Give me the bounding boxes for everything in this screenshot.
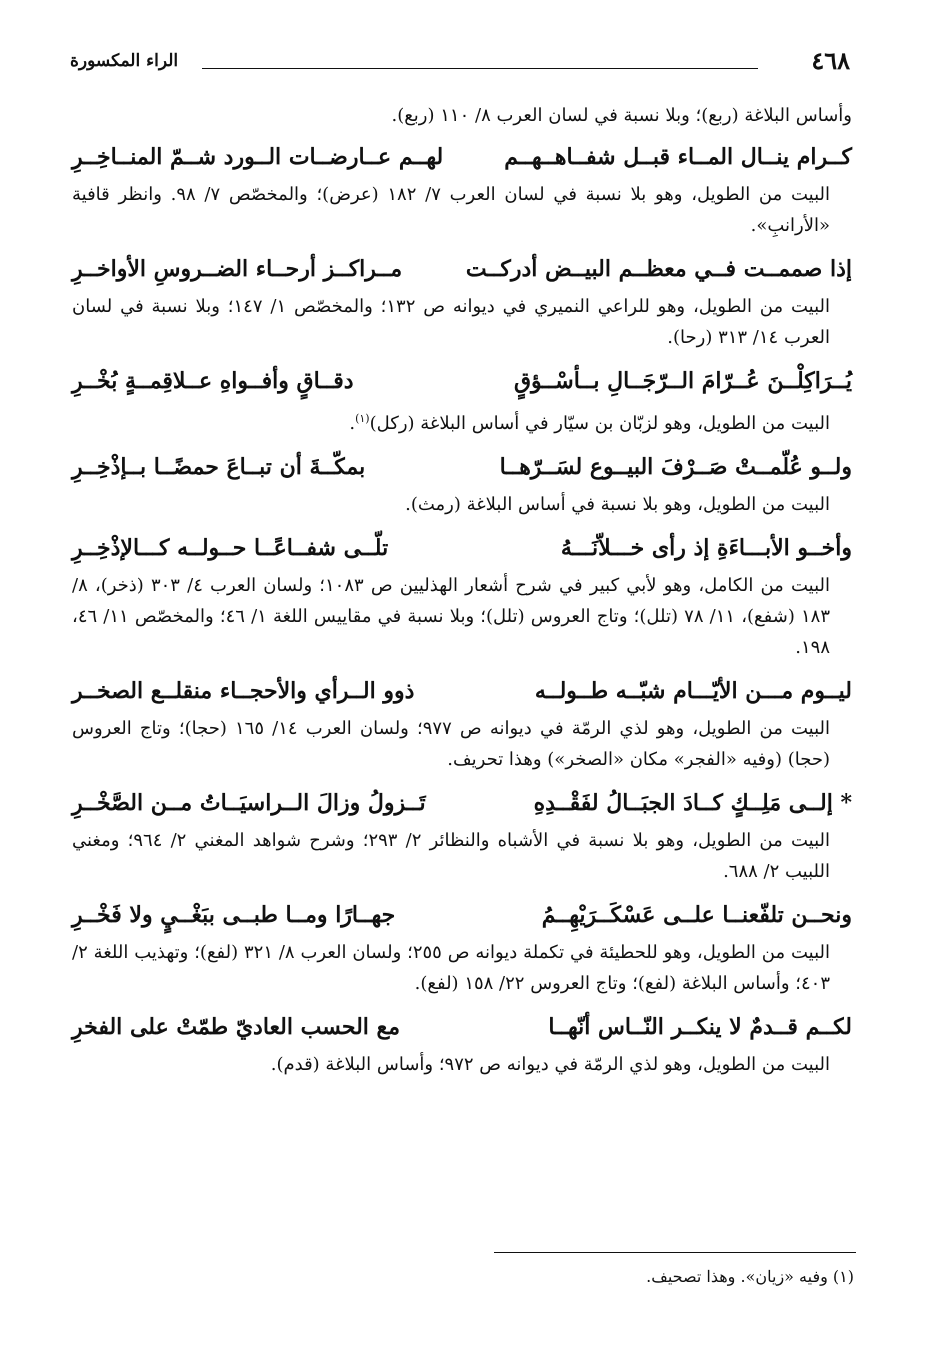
opening-citation: وأساس البلاغة (ربع)؛ وبلا نسبة في لسان العرب ٨/ ١١٠ (ربع). <box>391 105 852 126</box>
verse-line <box>72 247 852 291</box>
verse-citation: البيت من الطويل، وهو بلا نسبة في الأشباه والنظائر ٢/ ٢٩٣؛ وشرح شواهد المغني ٢/ ٩٦٤؛ ومغني اللبيب ٢/ ٦٨٨. <box>72 830 830 882</box>
verse-entry <box>72 445 852 520</box>
verse-entry <box>72 893 852 999</box>
first-hemistich: ونحــن تلفّعنــا علــى عَسْكَــرَيْهِــمُ <box>541 902 852 928</box>
verse-line <box>72 781 852 825</box>
verse-citation: البيت من الطويل، وهو للحطيئة في تكملة ديوانه ص ٢٥٥؛ ولسان العرب ٨/ ٣٢١ (لفع)؛ وتهذيب اللغة ٢/ ٤٠٣؛ وأساس البلاغة (لفع)؛ وتاج العروس ٢٢/ ١٥٨ (لفع). <box>72 942 830 994</box>
verse-entry <box>72 359 852 439</box>
verse-line <box>72 445 852 489</box>
running-title: الراء المكسورة <box>70 51 179 71</box>
verse-citation: البيت من الطويل، وهو بلا نسبة في أساس البلاغة (رمث). <box>405 494 830 515</box>
second-hemistich: مــراكــز أرحــاء الضــروسِ الأواخــرِ <box>72 256 403 282</box>
verse-entry <box>72 669 852 775</box>
footnote-marker[interactable]: (١) <box>355 412 370 425</box>
citation-end: . <box>349 413 356 434</box>
second-hemistich: تَــزولُ وزالَ الــراسيَــاتُ مــن الصَّخْــرِ <box>72 790 426 816</box>
first-hemistich: ليــوم مـــن الأيّـــام شبّــه طــولــه <box>534 678 852 704</box>
verse-citation: البيت من الطويل، وهو لذي الرمّة في ديوانه ص ٩٧٧؛ ولسان العرب ١٤/ ١٦٥ (حجا)؛ وتاج العروس (حجا) (وفيه «الفجر» مكان «الصخر») وهذا تحريف. <box>72 718 831 770</box>
verse-line <box>72 893 852 937</box>
verse-line <box>72 135 852 179</box>
verse-line <box>72 669 852 713</box>
verse-line <box>72 359 852 403</box>
page-body <box>72 100 852 1086</box>
verse-citation: البيت من الطويل، وهو لذي الرمّة في ديوانه ص ٩٧٢؛ وأساس البلاغة (قدم). <box>270 1054 830 1075</box>
verse-line <box>72 1005 852 1049</box>
verse-citation: البيت من الكامل، وهو لأبي كبير في شرح أشعار الهذليين ص ١٠٨٣؛ ولسان العرب ٤/ ٣٠٣ (ذخر)، ٨/ ١٨٣ (شفع)، ١١/ ٧٨ (تلل)؛ وتاج العروس (تلل)؛ وبلا نسبة في مقاييس اللغة ١/ ٤٦؛ والمخصّص ١١/ ٤٦، ١٩٨. <box>72 575 831 658</box>
second-hemistich: ذوو الــرأي والأحجــاء منقلــع الصخــر <box>72 678 415 704</box>
first-hemistich: إذا صممــت فــي معظــم البيــض أدركــت <box>465 256 852 282</box>
verse-citation <box>72 403 852 439</box>
verse-entry <box>72 1005 852 1080</box>
footnote: (١) وفيه «زيان». وهذا تصحيف. <box>646 1267 854 1286</box>
second-hemistich: مع الحسب العاديّ طمّتْ على الفخرِ <box>72 1014 401 1040</box>
first-hemistich: ولــو عُلّمــتْ صَــرْفَ البيــوع لسَــرّهــا <box>499 454 852 480</box>
verse-entry <box>72 781 852 887</box>
first-hemistich: لكــم قــدمٌ لا ينكــر النّــاس أنّهــا <box>548 1014 852 1040</box>
second-hemistich: لهــم عــارضــات الــورد شــمّ المنــاخِــرِ <box>72 144 444 170</box>
second-hemistich: بمكّــةَ أن تبــاعَ حمضًــا بــإذْخِــرِ <box>72 454 366 480</box>
verse-line <box>72 526 852 570</box>
citation-text: البيت من الطويل، وهو لزبّان بن سيّار في أساس البلاغة (ركل) <box>369 413 830 434</box>
verse-entry <box>72 135 852 241</box>
page-header <box>70 44 850 78</box>
header-rule <box>202 68 758 69</box>
second-hemistich: جهــارًا ومــا طبــى ببَغْــيٍ ولا فَخْــرِ <box>72 902 396 928</box>
second-hemistich: تلّــى شفــاعًــا حــولــه كـــالإذْخِــرِ <box>72 535 389 561</box>
first-hemistich: * إلــى مَلِــكٍ كــادَ الجبَــالُ لفَقْــدِهِ <box>533 790 852 816</box>
verse-citation: البيت من الطويل، وهو بلا نسبة في لسان العرب ٧/ ١٨٢ (عرض)؛ والمخصّص ٧/ ٩٨. وانظر قافية «الأرانبِ». <box>72 184 831 236</box>
first-hemistich: يُــرَاكِلْــنَ عُــرّامَ الــرّجَــالِ بــأسْــؤقٍ <box>513 368 852 394</box>
second-hemistich: دقــاقٍ وأفــواهِ عــلاقِمــةٍ بُخْــرِ <box>72 368 354 394</box>
verse-entry <box>72 526 852 663</box>
first-hemistich: وأخــو الأبـــاءَةِ إذ رأى خـــلاّنَـــهُ <box>560 535 852 561</box>
page-number: ٤٦٨ <box>811 46 850 75</box>
verse-entry <box>72 247 852 353</box>
footnote-rule <box>494 1252 856 1253</box>
verse-citation: البيت من الطويل، وهو للراعي النميري في ديوانه ص ١٣٢؛ والمخصّص ١/ ١٤٧؛ وبلا نسبة في لسان العرب ١٤/ ٣١٣ (رحا). <box>72 296 830 348</box>
first-hemistich: كــرام ينــال المــاء قبــل شفــاهــهــم <box>504 144 852 170</box>
